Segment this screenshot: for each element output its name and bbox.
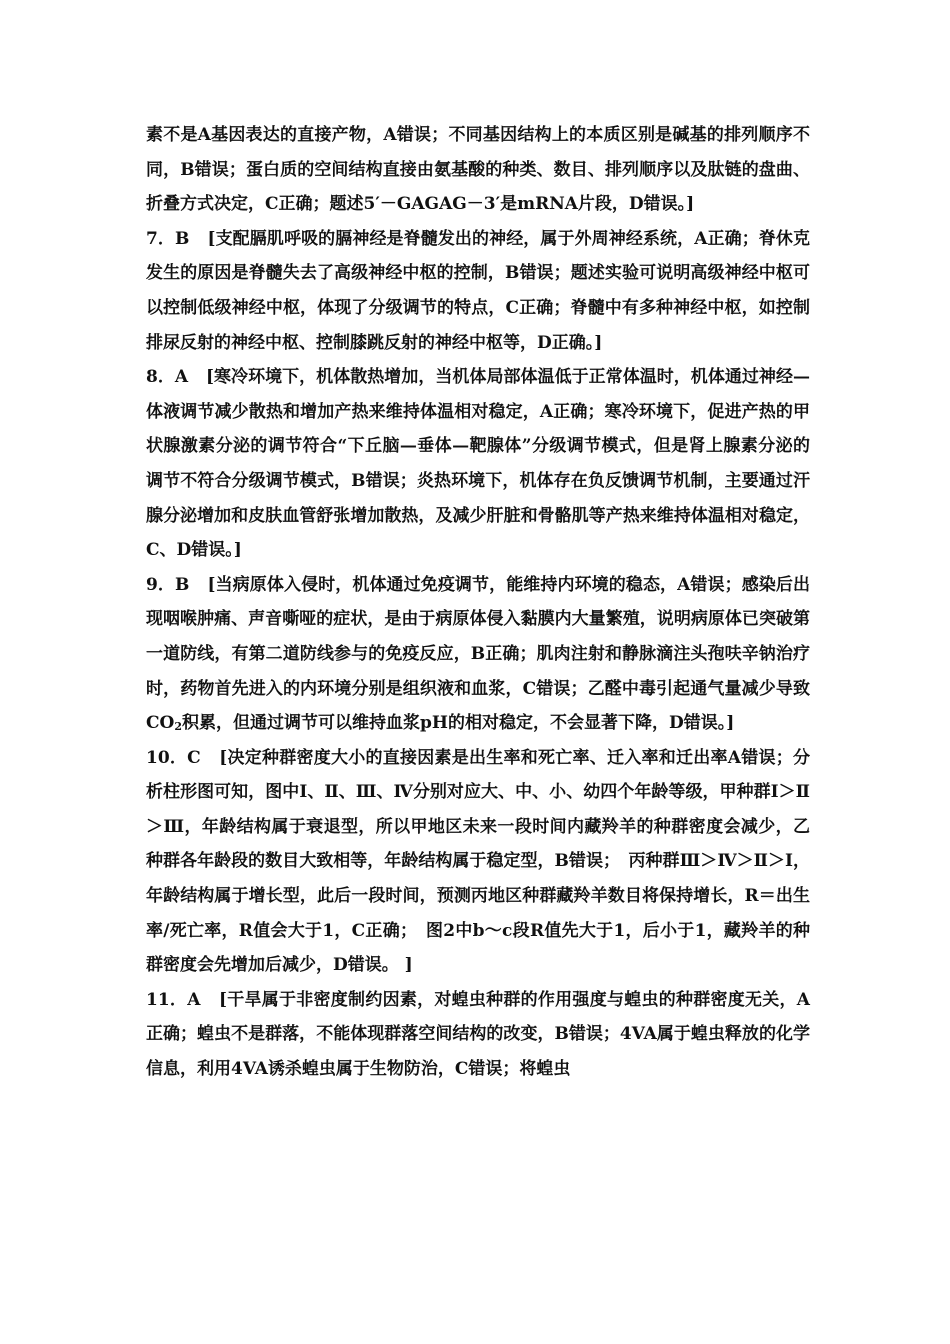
answer-document <box>146 118 810 1087</box>
answer-text: [干旱属于非密度制约因素，对蝗虫种群的作用强度与蝗虫的种群密度无关，A正确；蝗虫不是群落，不能体现群落空间结构的改变，B错误；4VA属于蝗虫释放的化学信息，利用4VA诱杀蝗虫属于生物防治，C错误；将蝗虫 <box>146 989 810 1080</box>
question-number: 7． <box>146 228 176 249</box>
question-number: 8． <box>146 367 175 388</box>
answer-paragraph <box>146 568 810 741</box>
answer-letter: A <box>174 367 189 388</box>
answer-letter: C <box>187 747 201 768</box>
answer-letter: B <box>175 228 190 249</box>
question-number: 10． <box>146 747 188 768</box>
answer-paragraph <box>146 360 810 568</box>
answer-text: [决定种群密度大小的直接因素是出生率和死亡率、迁入率和迁出率A错误；分析柱形图可知，图中Ⅰ、Ⅱ、Ⅲ、Ⅳ分别对应大、中、小、幼四个年龄等级，甲种群Ⅰ＞Ⅱ＞Ⅲ，年龄结构属于衰退型，所以甲地区未来一段时间内藏羚羊的种群密度会减少，乙种群各年龄段的数目大致相等，年龄结构属于稳定型，B错误； 丙种群Ⅲ＞Ⅳ＞Ⅱ＞Ⅰ，年龄结构属于增长型，此后一段时间，预测丙地区种群藏羚羊数目将保持增长，R＝出生率/死亡率，R值会大于1，C正确； 图2中b～c段R值先大于1，后小于1，藏羚羊的种群密度会先增加后减少，D错误。 ] <box>146 747 810 976</box>
answer-paragraph <box>146 222 810 360</box>
question-number: 9． <box>146 574 176 595</box>
answer-text: 素不是A基因表达的直接产物，A错误；不同基因结构上的本质区别是碱基的排列顺序不同，B错误；蛋白质的空间结构直接由氨基酸的种类、数目、排列顺序以及肽链的盘曲、折叠方式决定，C正确；题述5′－GAGAG－3′是mRNA片段，D错误。] <box>146 125 810 215</box>
subscript: 2 <box>174 720 182 734</box>
answer-letter: B <box>175 574 190 595</box>
answer-paragraph <box>146 118 810 222</box>
answer-paragraph <box>146 983 810 1087</box>
question-number: 11． <box>146 989 188 1010</box>
answer-text: [当病原体入侵时，机体通过免疫调节，能维持内环境的稳态，A错误；感染后出现咽喉肿痛、声音嘶哑的症状，是由于病原体侵入黏膜内大量繁殖，说明病原体已突破第一道防线，有第二道防线参与的免疫反应，B正确；肌肉注射和静脉滴注头孢呋辛钠治疗时，药物首先进入的内环境分别是组织液和血浆，C错误；乙醛中毒引起通气量减少导致CO <box>146 574 810 734</box>
answer-text: [支配膈肌呼吸的膈神经是脊髓发出的神经，属于外周神经系统，A正确；脊休克发生的原因是脊髓失去了高级神经中枢的控制，B错误；题述实验可说明高级神经中枢可以控制低级神经中枢，体现了分级调节的特点，C正确；脊髓中有多种神经中枢，如控制排尿反射的神经中枢、控制膝跳反射的神经中枢等，D正确。] <box>146 228 810 353</box>
answer-paragraph <box>146 741 810 983</box>
answer-text-continued: 积累，但通过调节可以维持血浆pH的相对稳定，不会显著下降，D错误。] <box>182 713 735 734</box>
answer-text: [寒冷环境下，机体散热增加，当机体局部体温低于正常体温时，机体通过神经—体液调节减少散热和增加产热来维持体温相对稳定，A正确；寒冷环境下，促进产热的甲状腺激素分泌的调节符合“下丘脑—垂体—靶腺体”分级调节模式，但是肾上腺素分泌的调节不符合分级调节模式，B错误；炎热环境下，机体存在负反馈调节机制，主要通过汗腺分泌增加和皮肤血管舒张增加散热，及减少肝脏和骨骼肌等产热来维持体温相对稳定，C、D错误。] <box>146 367 810 561</box>
answer-letter: A <box>187 989 201 1010</box>
